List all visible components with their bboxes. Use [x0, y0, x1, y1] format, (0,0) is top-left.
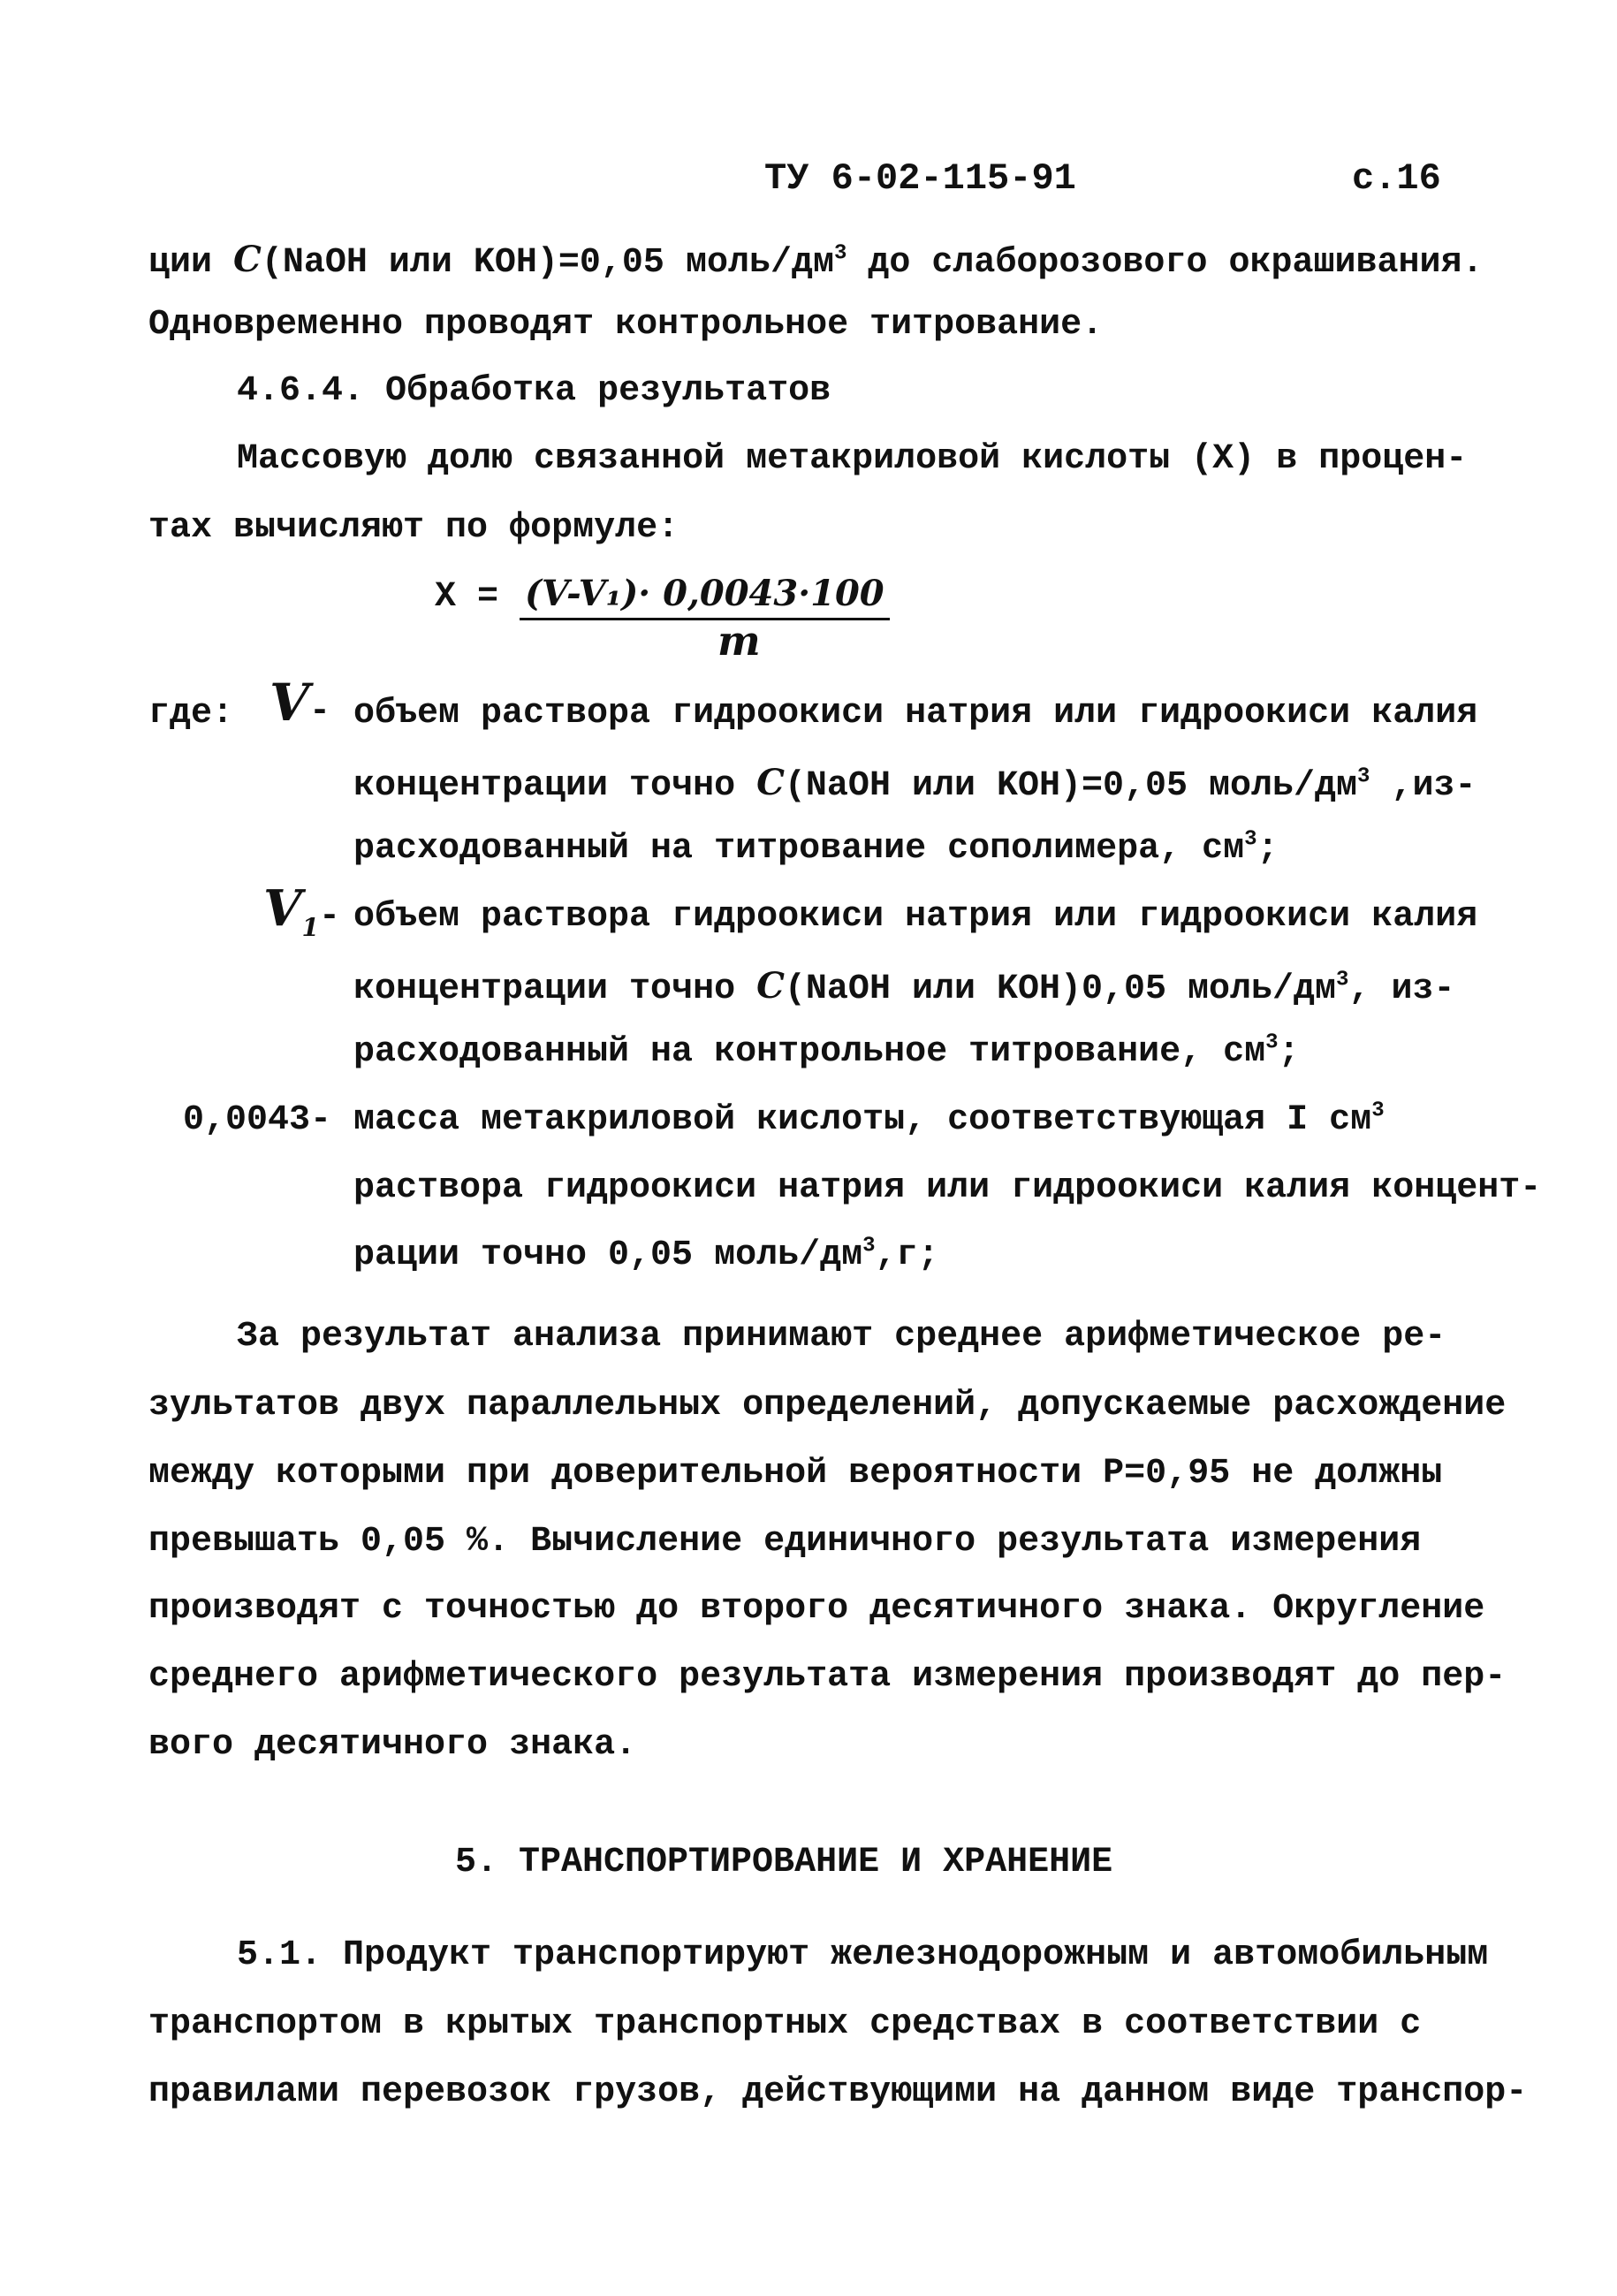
paragraph-line: тах вычисляют по формуле:: [148, 508, 679, 548]
definition-line: [353, 1100, 1385, 1140]
definition-line: [353, 1235, 939, 1275]
v1-subscript: 1: [301, 913, 319, 943]
text-fragment: ,г;: [875, 1235, 939, 1275]
v1-symbol: [263, 879, 340, 943]
text-fragment: ;: [1278, 1032, 1300, 1072]
page-number: с.16: [1352, 157, 1441, 200]
definition-line: [353, 829, 1279, 869]
paragraph-line: производят с точностью до второго десятичного знака. Округление: [148, 1589, 1485, 1629]
text-fragment: расходованный на титрование сополимера, см: [353, 829, 1245, 869]
v-letter: V: [270, 673, 310, 733]
definition-line: раствора гидроокиси натрия или гидроокиси калия концент-: [353, 1168, 1542, 1208]
formula-denominator: m: [717, 617, 761, 665]
paragraph-line: между которыми при доверительной вероятности P=0,95 не должны: [148, 1454, 1443, 1494]
text-fragment: концентрации точно: [353, 969, 757, 1009]
text-fragment: ,из-: [1370, 766, 1477, 806]
formula-lhs: X =: [435, 577, 499, 617]
text-fragment: рации точно 0,05 моль/дм: [353, 1235, 863, 1275]
definition-line: [353, 1032, 1300, 1072]
superscript: 3: [1336, 968, 1349, 992]
v1-letter: [263, 879, 319, 943]
definition-line: [353, 965, 1454, 1009]
paragraph-line: транспортом в крытых транспортных средствах в соответствии с: [148, 2004, 1422, 2044]
text-fragment: ции: [148, 243, 234, 283]
paragraph-line: 5.1. Продукт транспортируют железнодорожным и автомобильным: [237, 1935, 1489, 1975]
text-fragment: расходованный на контрольное титрование, см: [353, 1032, 1266, 1072]
paragraph-line: превышать 0,05 %. Вычисление единичного результата измерения: [148, 1522, 1422, 1562]
section-title-4-6-4: 4.6.4. Обработка результатов: [237, 371, 831, 411]
superscript: 3: [862, 1234, 876, 1258]
paragraph-line: За результат анализа принимают среднее арифметическое ре-: [237, 1317, 1446, 1357]
superscript: 3: [833, 241, 847, 266]
paragraph-line: вого десятичного знака.: [148, 1725, 637, 1765]
concentration-symbol: C: [233, 239, 262, 280]
concentration-symbol: C: [756, 965, 785, 1007]
superscript: 3: [1244, 827, 1257, 852]
concentration-symbol: C: [756, 762, 785, 803]
formula: [435, 573, 890, 665]
v-dash: -: [309, 692, 331, 732]
paragraph-line: Массовую долю связанной метакриловой кислоты (X) в процен-: [237, 439, 1468, 479]
definition-line: объем раствора гидроокиси натрия или гидроокиси калия: [353, 897, 1478, 937]
intro-line-1: [148, 239, 1484, 283]
superscript: 3: [1371, 1099, 1385, 1123]
text-fragment: (NaOH или KOH)=0,05 моль/дм: [261, 243, 834, 283]
text-fragment: (NaOH или KOH)=0,05 моль/дм: [784, 766, 1358, 806]
definition-line: объем раствора гидроокиси натрия или гидроокиси калия: [353, 694, 1478, 734]
formula-numerator: (V-V₁)· 0,0043·100: [520, 573, 890, 620]
where-label: где:: [148, 694, 234, 734]
paragraph-line: зультатов двух параллельных определений, допускаемые расхождение: [148, 1386, 1507, 1425]
text-fragment: ;: [1256, 829, 1279, 869]
text-fragment: до слаборозового окрашивания.: [846, 243, 1484, 283]
text-fragment: , из-: [1348, 969, 1455, 1009]
v1-dash: -: [318, 897, 340, 937]
intro-line-2: Одновременно проводят контрольное титрование.: [148, 305, 1104, 345]
paragraph-line: правилами перевозок грузов, действующими на данном виде транспор-: [148, 2072, 1528, 2112]
document-code: ТУ 6-02-115-91: [764, 157, 1076, 200]
text-fragment: масса метакриловой кислоты, соответствующая I см: [353, 1100, 1372, 1140]
paragraph-line: среднего арифметического результата измерения производят до пер-: [148, 1657, 1507, 1697]
text-fragment: концентрации точно: [353, 766, 757, 806]
v-symbol: [270, 673, 331, 733]
superscript: 3: [1357, 764, 1370, 789]
definition-line: [353, 762, 1476, 806]
section-heading-5: 5. ТРАНСПОРТИРОВАНИЕ И ХРАНЕНИЕ: [455, 1843, 1113, 1882]
superscript: 3: [1265, 1030, 1279, 1055]
constant-symbol: 0,0043-: [183, 1100, 332, 1140]
v1-main: V: [263, 879, 302, 938]
text-fragment: (NaOH или KOH)0,05 моль/дм: [784, 969, 1337, 1009]
